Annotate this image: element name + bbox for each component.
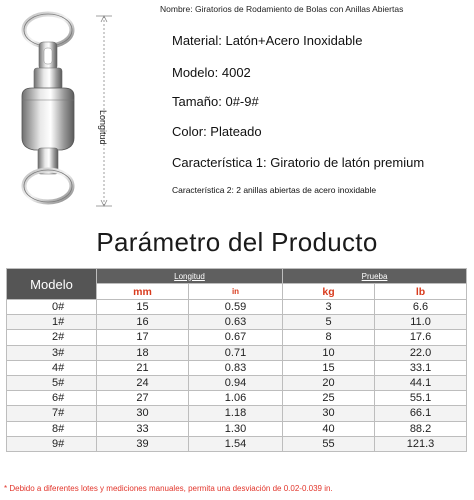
cell-model: 7#	[7, 406, 97, 421]
cell-length-in: 0.63	[189, 315, 283, 330]
cell-test-lb: 66.1	[375, 406, 467, 421]
cell-test-kg: 25	[283, 391, 375, 406]
table-row	[7, 421, 467, 436]
cell-test-kg: 30	[283, 406, 375, 421]
cell-length-in: 1.18	[189, 406, 283, 421]
spec-color: Color: Plateado	[172, 124, 262, 139]
cell-length-in: 0.67	[189, 330, 283, 345]
cell-length-in: 1.54	[189, 436, 283, 451]
spec-material: Material: Latón+Acero Inoxidable	[172, 33, 363, 48]
cell-length-mm: 24	[97, 375, 189, 390]
table-row	[7, 315, 467, 330]
cell-test-lb: 44.1	[375, 375, 467, 390]
cell-test-kg: 40	[283, 421, 375, 436]
cell-length-mm: 39	[97, 436, 189, 451]
cell-length-in: 0.83	[189, 360, 283, 375]
table-row	[7, 300, 467, 315]
cell-test-lb: 121.3	[375, 436, 467, 451]
cell-test-lb: 88.2	[375, 421, 467, 436]
parameter-table	[6, 268, 467, 452]
cell-length-in: 0.71	[189, 345, 283, 360]
spec-modelo: Modelo: 4002	[172, 65, 251, 80]
cell-length-mm: 15	[97, 300, 189, 315]
cell-length-in: 0.59	[189, 300, 283, 315]
longitud-group-header: Longitud	[97, 269, 283, 284]
cell-length-mm: 16	[97, 315, 189, 330]
longitud-dimension-label: Longitud	[98, 110, 108, 145]
cell-model: 8#	[7, 421, 97, 436]
cell-test-lb: 11.0	[375, 315, 467, 330]
table-row	[7, 360, 467, 375]
cell-test-lb: 33.1	[375, 360, 467, 375]
cell-test-lb: 55.1	[375, 391, 467, 406]
table-row	[7, 345, 467, 360]
cell-test-kg: 8	[283, 330, 375, 345]
cell-test-lb: 17.6	[375, 330, 467, 345]
spec-caracteristica-1: Característica 1: Giratorio de latón premium	[172, 155, 425, 170]
cell-test-kg: 3	[283, 300, 375, 315]
spec-caracteristica-2: Característica 2: 2 anillas abiertas de acero inoxidable	[172, 185, 377, 195]
ball-bearing-swivel-illustration	[10, 8, 145, 213]
sub-header-lb: lb	[375, 284, 467, 300]
table-row	[7, 436, 467, 451]
cell-length-mm: 18	[97, 345, 189, 360]
cell-length-mm: 33	[97, 421, 189, 436]
table-row	[7, 406, 467, 421]
sub-header-kg: kg	[283, 284, 375, 300]
cell-length-in: 1.06	[189, 391, 283, 406]
spec-tamano: Tamaño: 0#-9#	[172, 94, 259, 109]
table-row	[7, 375, 467, 390]
cell-length-mm: 21	[97, 360, 189, 375]
cell-model: 9#	[7, 436, 97, 451]
cell-model: 4#	[7, 360, 97, 375]
sub-header-in: in	[189, 284, 283, 300]
cell-length-mm: 17	[97, 330, 189, 345]
cell-test-kg: 55	[283, 436, 375, 451]
cell-model: 0#	[7, 300, 97, 315]
product-name: Nombre: Giratorios de Rodamiento de Bolas con Anillas Abiertas	[160, 4, 404, 14]
cell-length-in: 1.30	[189, 421, 283, 436]
cell-model: 2#	[7, 330, 97, 345]
table-body	[7, 300, 467, 452]
cell-test-kg: 20	[283, 375, 375, 390]
cell-model: 5#	[7, 375, 97, 390]
cell-model: 1#	[7, 315, 97, 330]
table-row	[7, 391, 467, 406]
sub-header-mm: mm	[97, 284, 189, 300]
cell-model: 6#	[7, 391, 97, 406]
cell-model: 3#	[7, 345, 97, 360]
table-title: Parámetro del Producto	[96, 227, 378, 257]
modelo-header: Modelo	[7, 269, 97, 300]
prueba-group-header: Prueba	[283, 269, 467, 284]
cell-length-mm: 30	[97, 406, 189, 421]
cell-test-kg: 15	[283, 360, 375, 375]
cell-test-lb: 6.6	[375, 300, 467, 315]
cell-test-lb: 22.0	[375, 345, 467, 360]
cell-length-mm: 27	[97, 391, 189, 406]
table-row	[7, 330, 467, 345]
footnote: * Debido a diferentes lotes y mediciones manuales, permita una desviación de 0.02-0.039 in.	[4, 484, 333, 493]
cell-length-in: 0.94	[189, 375, 283, 390]
cell-test-kg: 10	[283, 345, 375, 360]
cell-test-kg: 5	[283, 315, 375, 330]
